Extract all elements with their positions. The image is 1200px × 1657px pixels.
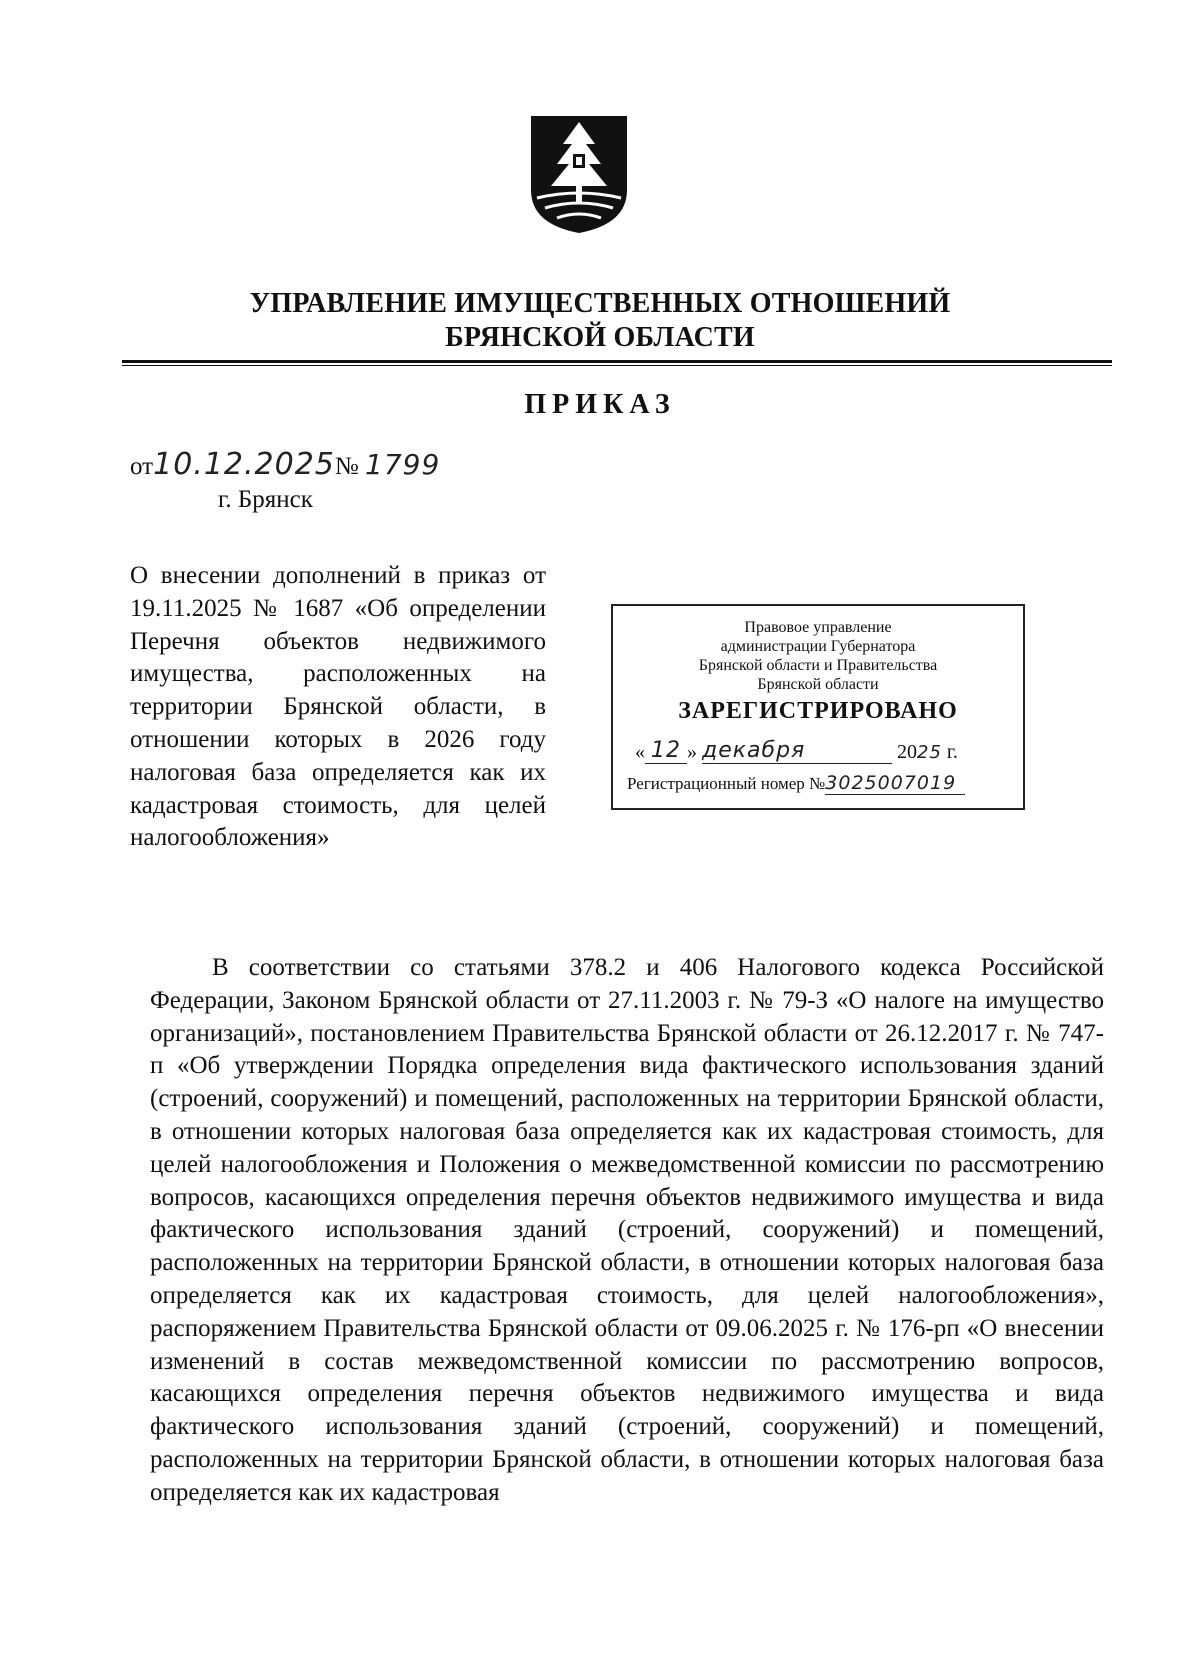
document-city: г. Брянск	[218, 486, 313, 513]
stamp-regnum-label: Регистрационный номер №	[627, 774, 826, 793]
organization-name	[0, 287, 1200, 355]
stamp-org-line-3: Брянской области и Правительства	[698, 657, 938, 674]
organization-name-line-1: УПРАВЛЕНИЕ ИМУЩЕСТВЕННЫХ ОТНОШЕНИЙ	[249, 288, 951, 319]
stamp-month-field	[702, 738, 892, 764]
header-divider	[122, 360, 1112, 363]
document-type-title: ПРИКАЗ	[524, 389, 676, 420]
registration-stamp	[611, 604, 1025, 810]
stamp-date-mid: »	[687, 741, 697, 763]
body-paragraph: В соответствии со статьями 378.2 и 406 Налогового кодекса Российской Федерации, Законом Брянской области от 27.11.2003 г. № 79-З «О налоге на имущество организаций», постановлением Правительства Брянской области от 26.12.2017 г. № 747-п «Об утверждении Порядка определения вида фактического использования зданий (строений, сооружений) и помещений, расположенных на территории Брянской области, в отношении которых налоговая база определяется как их кадастровая стоимость, для целей налогообложения и Положения о межведомственной комиссии по рассмотрению вопросов, касающихся определения перечня объектов недвижимого имущества и вида фактического использования зданий (строений, сооружений) и помещений, расположенных на территории Брянской области, в отношении которых налоговая база определяется как их кадастровая стоимость, для целей налогообложения», распоряжением Правительства Брянской области от 09.06.2025 г. № 176-рп «О внесении изменений в состав межведомственной комиссии по рассмотрению вопросов, касающихся определения перечня объектов недвижимого имущества и вида фактического использования зданий (строений, сооружений) и помещений, расположенных на территории Брянской области, в отношении которых налоговая база определяется как их кадастровая	[150, 954, 1104, 1506]
organization-name-line-2: БРЯНСКОЙ ОБЛАСТИ	[445, 322, 755, 353]
document-body	[150, 952, 1104, 1510]
header-divider-thin	[122, 365, 1112, 366]
stamp-handwritten-regnum: 3025007019	[825, 772, 957, 794]
stamp-handwritten-year: 25	[917, 742, 942, 763]
stamp-date-open: «	[635, 741, 645, 763]
stamp-year-prefix: 20	[897, 741, 917, 763]
stamp-day-field	[645, 738, 687, 764]
stamp-org-line-4: Брянской области	[757, 676, 879, 693]
stamp-status: ЗАРЕГИСТРИРОВАНО	[678, 698, 958, 724]
handwritten-number: 1799	[365, 448, 441, 481]
stamp-regnum-field	[825, 772, 965, 795]
coat-of-arms-emblem	[527, 112, 631, 236]
stamp-date	[635, 738, 1015, 764]
handwritten-date: 10.12.2025	[153, 447, 335, 482]
stamp-organization	[613, 618, 1023, 694]
stamp-handwritten-month: декабря	[702, 738, 806, 763]
stamp-org-line-2: администрации Губернатора	[720, 638, 916, 655]
number-prefix: №	[334, 453, 359, 480]
stamp-org-line-1: Правовое управление	[744, 619, 892, 636]
stamp-year-suffix: г.	[946, 741, 958, 763]
stamp-registration-number	[627, 772, 965, 795]
date-prefix: от	[130, 453, 154, 480]
document-date-number	[130, 447, 440, 482]
document-subject: О внесении дополнений в приказ от 19.11.2025 № 1687 «Об определении Перечня объектов недвижимого имущества, расположенных на территории Брянской области, в отношении которых в 2026 году налоговая база определяется как их кадастровая стоимость, для целей налогообложения»	[130, 562, 546, 852]
stamp-handwritten-day: 12	[651, 738, 681, 763]
